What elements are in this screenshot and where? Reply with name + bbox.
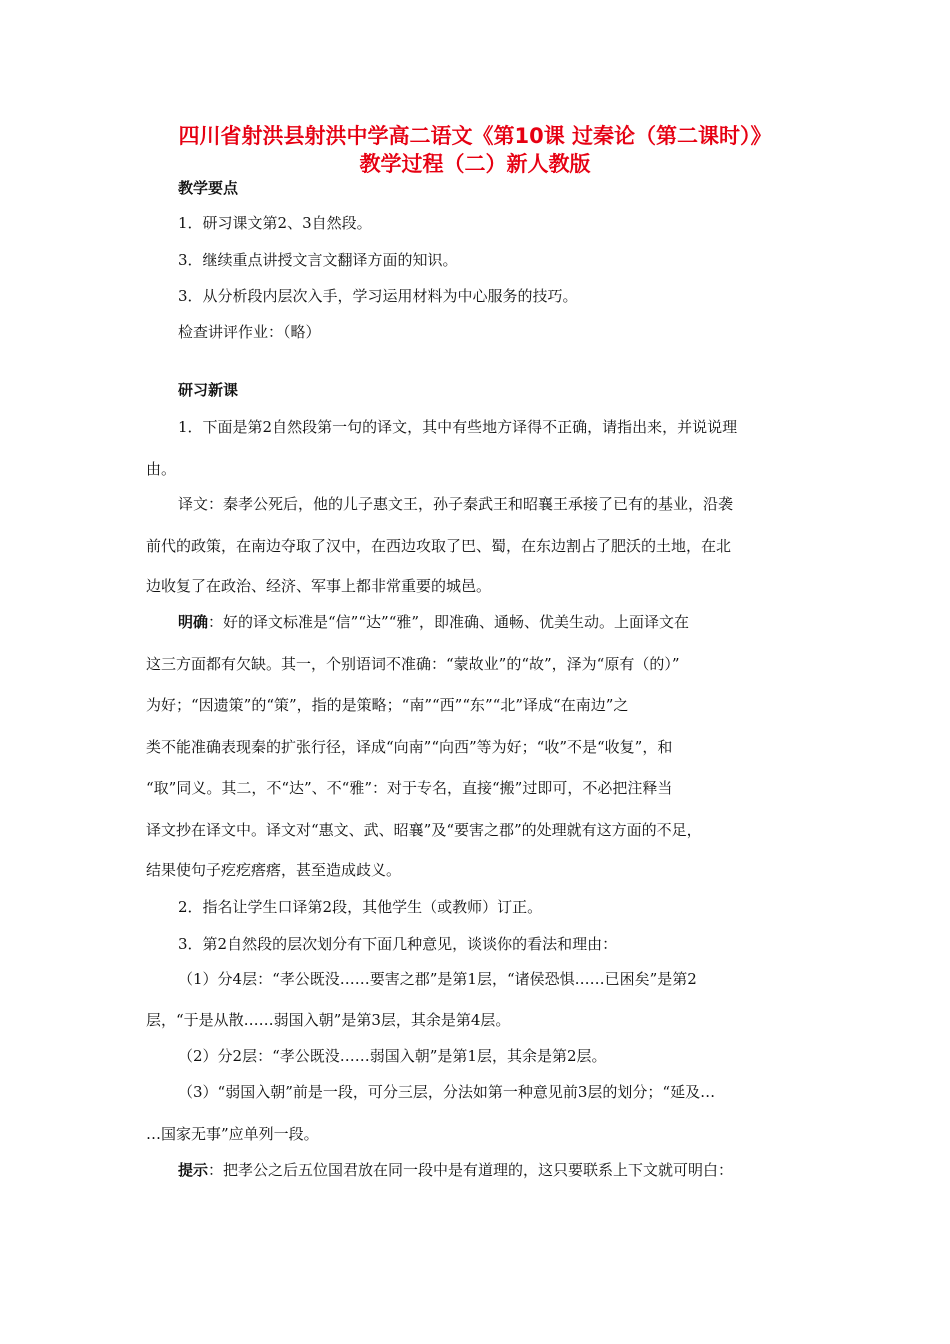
- translation-line-3: 边收复了在政治、经济、军事上都非常重要的城邑。: [146, 577, 492, 595]
- option-3-line-2: …国家无事”应单列一段。: [146, 1125, 319, 1143]
- hint-label: 提示: [178, 1161, 209, 1179]
- clarify-line-6: 译文抄在译文中。译文对“惠文、武、昭襄”及“要害之郡”的处理就有这方面的不足，: [146, 821, 702, 839]
- clarify-line-1: [178, 612, 689, 632]
- teaching-point-3: 3．从分析段内层次入手，学习运用材料为中心服务的技巧。: [178, 287, 578, 305]
- option-1-line-2: 层，“于是从散……弱国入朝”是第3层，其余是第4层。: [146, 1011, 511, 1029]
- document-title-line-2: 教学过程（二）新人教版: [359, 152, 591, 176]
- question-1-line-1: 1．下面是第2自然段第一句的译文，其中有些地方译得不正确，请指出来，并说说理: [178, 418, 738, 436]
- translation-line-1: 译文：秦孝公死后，他的儿子惠文王，孙子秦武王和昭襄王承接了已有的基业，沿袭: [178, 495, 734, 513]
- hint-line: [178, 1160, 733, 1180]
- clarify-line-7: 结果使句子疙疙瘩瘩，甚至造成歧义。: [146, 861, 402, 879]
- clarify-line-4: 类不能准确表现秦的扩张行径，译成“向南”“向西”等为好；“收”不是“收复”，和: [146, 738, 673, 756]
- option-1-line-1: （1）分4层：“孝公既没……要害之郡”是第1层，“诸侯恐惧……已困矣”是第2: [178, 970, 697, 988]
- question-2-line: 2．指名让学生口译第2段，其他学生（或教师）订正。: [178, 898, 543, 916]
- document-title-line-1: 四川省射洪县射洪中学高二语文《第10课 过秦论（第二课时）》: [178, 124, 772, 148]
- option-2-line: （2）分2层：“孝公既没……弱国入朝”是第1层，其余是第2层。: [178, 1047, 607, 1065]
- section-heading-new-lesson: 研习新课: [178, 381, 239, 399]
- question-1-line-2: 由。: [146, 460, 177, 478]
- clarify-line-1-text: ：好的译文标准是“信”“达”“雅”，即准确、通畅、优美生动。上面译文在: [208, 613, 690, 631]
- option-3-line-1: （3）“弱国入朝”前是一段，可分三层，分法如第一种意见前3层的划分；“延及…: [178, 1083, 716, 1101]
- teaching-point-1: 1．研习课文第2、3自然段。: [178, 214, 372, 232]
- clarify-line-3: 为好；“因遗策”的“策”，指的是策略；“南”“西”“东”“北”译成“在南边”之: [146, 696, 629, 714]
- homework-check-line: 检查讲评作业：（略）: [178, 323, 321, 341]
- clarify-line-5: “取”同义。其二，不“达”、不“雅”：对于专名，直接“搬”过即可，不必把注释当: [146, 779, 673, 797]
- translation-line-2: 前代的政策，在南边夺取了汉中，在西边攻取了巴、蜀，在东边割占了肥沃的土地，在北: [146, 537, 732, 555]
- clarify-line-2: 这三方面都有欠缺。其一，个别语词不准确：“蒙故业”的“故”，泽为“原有（的）”: [146, 655, 680, 673]
- teaching-point-2: 3．继续重点讲授文言文翻译方面的知识。: [178, 251, 458, 269]
- clarify-label: 明确: [178, 613, 209, 631]
- question-3-line: 3．第2自然段的层次划分有下面几种意见，谈谈你的看法和理由：: [178, 935, 618, 953]
- hint-line-text: ：把孝公之后五位国君放在同一段中是有道理的，这只要联系上下文就可明白：: [208, 1161, 734, 1179]
- section-heading-teaching-points: 教学要点: [178, 179, 239, 197]
